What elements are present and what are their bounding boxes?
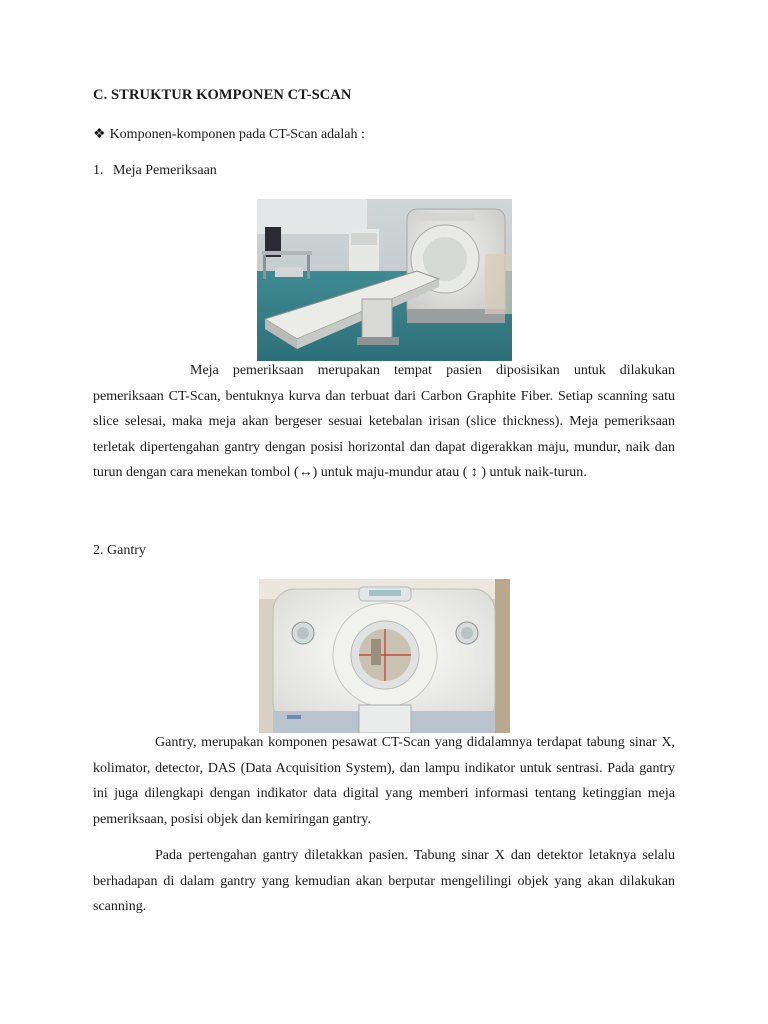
item-2-title: 2. Gantry	[93, 543, 146, 558]
diamond-bullet-icon: ❖	[93, 127, 106, 142]
item-1-paragraph: Meja pemeriksaan merupakan tempat pasien diposisikan untuk dilakukan pemeriksaan CT-Scan, bentuknya kurva dan terbuat dari Carbon Graphite Fiber. Setiap scanning satu slice selesai, maka meja akan bergeser sesuai ketebalan irisan (slice thickness). Meja pemeriksaan terletak dipertengahan gantry dengan posisi horizontal dan dapat digerakkan maju, mundur, naik dan turun dengan cara menekan tombol (↔) untuk maju-mundur atau ( ↕ ) untuk naik-turun.	[93, 363, 675, 480]
item-1-title	[93, 163, 217, 179]
intro-line	[93, 126, 365, 143]
item-1-label: Meja Pemeriksaan	[113, 163, 217, 178]
item-1-number: 1.	[93, 163, 104, 178]
section-heading: C. STRUKTUR KOMPONEN CT-SCAN	[93, 87, 352, 103]
intro-text: Komponen-komponen pada CT-Scan adalah :	[109, 127, 365, 142]
ct-scanner-table-photo	[257, 199, 512, 361]
item-2-paragraph-1: Gantry, merupakan komponen pesawat CT-Scan yang didalamnya terdapat tabung sinar X, kolimator, detector, DAS (Data Acquisition System), dan lampu indikator untuk sentrasi. Pada gantry ini juga dilengkapi dengan indikator data digital yang memberi informasi tentang ketinggian meja pemeriksaan, posisi objek dan kemiringan gantry.	[93, 735, 675, 827]
ct-gantry-photo	[259, 579, 510, 733]
item-2-paragraph-2: Pada pertengahan gantry diletakkan pasien. Tabung sinar X dan detektor letaknya selalu berhadapan di dalam gantry yang kemudian akan berputar mengelilingi objek yang akan dilakukan scanning.	[93, 848, 675, 914]
